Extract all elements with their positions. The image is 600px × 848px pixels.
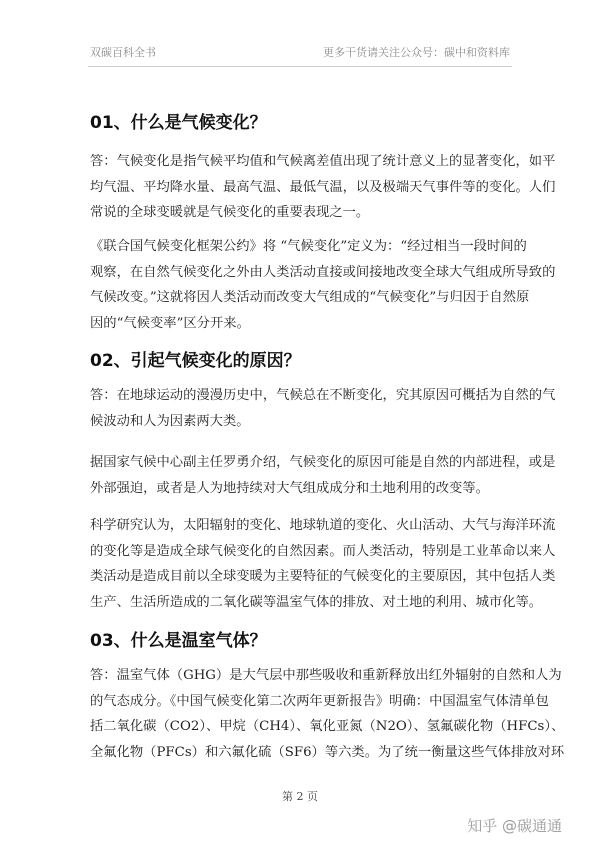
text-line: 的气态成分。《中国气候变化第二次两年更新报告》明确：中国温室气体清单包 (90, 693, 549, 709)
text-line: 的变化等是造成全球气候变化的自然因素。而人类活动，特别是工业革命以来人 (90, 543, 556, 559)
text-line: 括二氧化碳（CO2）、甲烷（CH4）、氧化亚氮（N2O）、氢氟碳化物（HFCs）、 (90, 719, 565, 734)
text-line: 《联合国气候变化框架公约》将 “气候变化”定义为：“经过相当一段时间的 (90, 239, 527, 254)
text-line: 因的“气候变率”区分开来。 (90, 315, 250, 331)
text-line: 全氟化物（PFCs）和六氟化硫（SF6）等六类。为了统一衡量这些气体排放对环 (90, 744, 565, 760)
section-1-title: 01、什么是气候变化？ (90, 113, 267, 133)
text-line: 均气温、平均降水量、最高气温、最低气温，以及极端天气事件等的变化。人们 (90, 179, 556, 195)
section-2-paragraph-3 (90, 513, 556, 615)
header-left-title: 双碳百科全书 (90, 46, 156, 59)
header-divider (88, 66, 512, 67)
text-line: 答：气候变化是指气候平均值和气候离差值出现了统计意义上的显著变化，如平 (90, 154, 556, 169)
section-3-title: 03、什么是温室气体？ (90, 631, 267, 651)
text-line: 据国家气候中心副主任罗勇介绍，气候变化的原因可能是自然的内部进程，或是 (90, 455, 556, 470)
zhihu-watermark: 知乎 @碳通通 (467, 817, 562, 835)
text-line: 类活动是造成目前以全球变暖为主要特征的气候变化的主要原因，其中包括人类 (90, 569, 556, 584)
section-3-paragraph-1 (90, 663, 565, 765)
section-2-paragraph-1 (90, 383, 556, 434)
text-line: 答：在地球运动的漫漫历史中，气候总在不断变化，究其原因可概括为自然的气 (90, 388, 556, 403)
page-number: 第 2 页 (282, 790, 318, 803)
text-line: 常说的全球变暖就是气候变化的重要表现之一。 (90, 205, 370, 220)
text-line: 候波动和人为因素两大类。 (90, 413, 250, 429)
header-right-note: 更多干货请关注公众号：碳中和资料库 (323, 46, 510, 59)
text-line: 外部强迫，或者是人为地持续对大气组成成分和土地利用的改变等。 (90, 480, 489, 496)
text-line: 生产、生活所造成的二氧化碳等温室气体的排放、对土地的利用、城市化等。 (90, 594, 543, 610)
text-line: 观察，在自然气候变化之外由人类活动直接或间接地改变全球大气组成所导致的 (90, 264, 556, 280)
text-line: 答：温室气体（GHG）是大气层中那些吸收和重新释放出红外辐射的自然和人为 (90, 668, 562, 683)
text-line: 气候改变。”这就将因人类活动而改变大气组成的“气候变化”与归因于自然原 (90, 290, 530, 305)
section-2-title: 02、引起气候变化的原因？ (90, 351, 301, 371)
section-1-paragraph-2 (90, 234, 556, 336)
section-2-paragraph-2 (90, 450, 556, 501)
section-1-paragraph-1 (90, 149, 556, 226)
text-line: 科学研究认为，太阳辐射的变化、地球轨道的变化、火山活动、大气与海洋环流 (90, 518, 556, 533)
